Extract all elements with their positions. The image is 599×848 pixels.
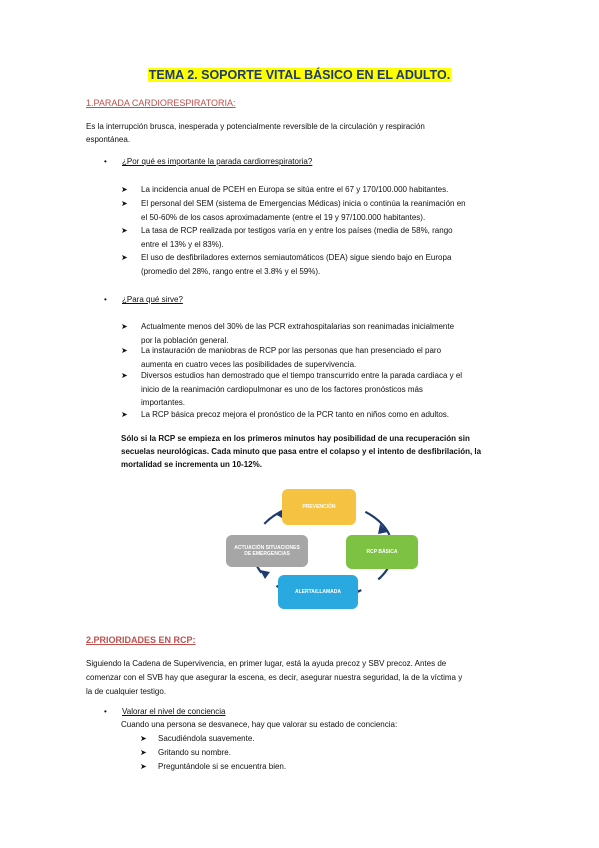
arrow-icon: ➤ xyxy=(121,322,128,331)
q1-item-line: La incidencia anual de PCEH en Europa se sitúa entre el 67 y 170/100.000 habitantes. xyxy=(141,185,449,194)
ring-arrowhead xyxy=(260,570,270,579)
alerta-llamada-label: ALERTA/LLAMADA xyxy=(294,589,341,595)
q1-item xyxy=(121,224,516,251)
section1-intro-line1: Es la interrupción brusca, inesperada y potencialmente reversible de la circulación y respiración xyxy=(86,122,425,131)
bullet-dot: • xyxy=(104,707,107,716)
q2-item xyxy=(121,344,516,371)
arrow-icon: ➤ xyxy=(121,253,128,262)
arrow-icon: ➤ xyxy=(121,199,128,208)
actuacion-box xyxy=(226,535,308,567)
conciencia-item-text: Preguntándole si se encuentra bien. xyxy=(158,762,287,771)
bold-paragraph-line2: secuelas neurológicas. Cada minuto que pasa entre el colapso y el intento de desfibrilación, la xyxy=(121,447,482,456)
conciencia-item xyxy=(140,760,286,774)
prevencion-label: PREVENCIÓN xyxy=(302,504,336,510)
bold-paragraph-line3: mortalidad se incrementa un 10-12%. xyxy=(121,460,262,469)
prevencion-box xyxy=(282,489,356,525)
section2-para-line2: comenzar con el SVB hay que asegurar la escena, es decir, asegurar nuestra seguridad, la de la víctima y xyxy=(86,673,463,682)
bullet-q2 xyxy=(104,293,183,307)
actuacion-label-line1: ACTUACIÓN SITUACIONES xyxy=(234,545,300,551)
q2-item-line: La instauración de maniobras de RCP por las personas que han presenciado el paro xyxy=(141,346,442,355)
q1-item xyxy=(121,251,516,278)
q1-text: ¿Por qué es importante la parada cardiorrespiratoria? xyxy=(122,157,313,166)
bullet-dot: • xyxy=(104,295,107,304)
bullet-conciencia xyxy=(104,705,225,719)
survival-cycle-diagram xyxy=(220,484,430,614)
bold-paragraph-line1: Sólo si la RCP se empieza en los primeros minutos hay posibilidad de una recuperación sin xyxy=(121,434,470,443)
arrow-icon: ➤ xyxy=(140,734,147,743)
section1-heading: 1.PARADA CARDIORESPIRATORIA: xyxy=(86,98,236,108)
title-text: TEMA 2. SOPORTE VITAL BÁSICO EN EL ADULTO. xyxy=(148,68,451,82)
q1-item-line: entre el 13% y el 83%). xyxy=(141,239,224,249)
section2-para-line1: Siguiendo la Cadena de Supervivencia, en primer lugar, está la ayuda precoz y SBV precoz. Antes de xyxy=(86,659,447,668)
q1-item-line: El uso de desfibriladores externos semiautomáticos (DEA) sigue siendo bajo en Europa xyxy=(141,253,452,262)
q2-item xyxy=(121,408,516,422)
conciencia-item xyxy=(140,732,255,746)
q1-item xyxy=(121,183,516,197)
section1-intro-line2: espontánea. xyxy=(86,135,131,144)
document-title xyxy=(0,68,599,82)
arrow-icon: ➤ xyxy=(121,226,128,235)
section2-para-line3: la de cualquier testigo. xyxy=(86,687,167,696)
q1-item xyxy=(121,197,516,224)
q2-item-line: inicio de la reanimación cardiopulmonar es uno de los factores pronósticos más xyxy=(141,384,423,394)
arrow-icon: ➤ xyxy=(121,371,128,380)
arrow-icon: ➤ xyxy=(140,748,147,757)
alerta-llamada-box xyxy=(278,575,358,609)
arrow-icon: ➤ xyxy=(121,185,128,194)
arrow-icon: ➤ xyxy=(140,762,147,771)
rcp-basica-label: RCP BÁSICA xyxy=(366,549,398,555)
section2-heading: 2.PRIORIDADES EN RCP: xyxy=(86,635,196,645)
conciencia-item-text: Gritando su nombre. xyxy=(158,748,231,757)
conciencia-text: Valorar el nivel de conciencia xyxy=(122,707,226,716)
arrow-icon: ➤ xyxy=(121,346,128,355)
q2-item-line: Actualmente menos del 30% de las PCR extrahospitalarias son reanimadas inicialmente xyxy=(141,322,455,331)
q1-item-line: El personal del SEM (sistema de Emergencias Médicas) inicia o continúa la reanimación en xyxy=(141,199,466,208)
q2-item-line: Diversos estudios han demostrado que el tiempo transcurrido entre la parada cardiaca y el xyxy=(141,371,463,380)
conciencia-sub-line: Cuando una persona se desvanece, hay que valorar su estado de conciencia: xyxy=(121,720,398,729)
arrow-icon: ➤ xyxy=(121,410,128,419)
q2-text: ¿Para qué sirve? xyxy=(122,295,183,304)
bullet-q1 xyxy=(104,155,312,169)
q1-item-line: el 50-60% de los casos aproximadamente (entre el 19 y 97/100.000 habitantes). xyxy=(141,212,426,222)
q1-item-line: La tasa de RCP realizada por testigos varía en y entre los países (media de 58%, rango xyxy=(141,226,453,235)
conciencia-item xyxy=(140,746,231,760)
actuacion-label-line2: DE EMERGENCIAS xyxy=(244,551,290,557)
q2-item-line: por la población general. xyxy=(141,335,229,345)
bullet-dot: • xyxy=(104,157,107,166)
q2-item xyxy=(121,320,516,347)
conciencia-item-text: Sacudiéndola suavemente. xyxy=(158,734,255,743)
q2-item-line: aumenta en cuatro veces las posibilidades de supervivencia. xyxy=(141,359,357,369)
q2-item-line: La RCP básica precoz mejora el pronóstico de la PCR tanto en niños como en adultos. xyxy=(141,410,450,419)
q1-item-line: (promedio del 28%, rango entre el 3.8% y el 59%). xyxy=(141,266,321,276)
q2-item xyxy=(121,369,516,410)
q2-item-line: importantes. xyxy=(141,398,186,407)
rcp-basica-box xyxy=(346,535,418,569)
